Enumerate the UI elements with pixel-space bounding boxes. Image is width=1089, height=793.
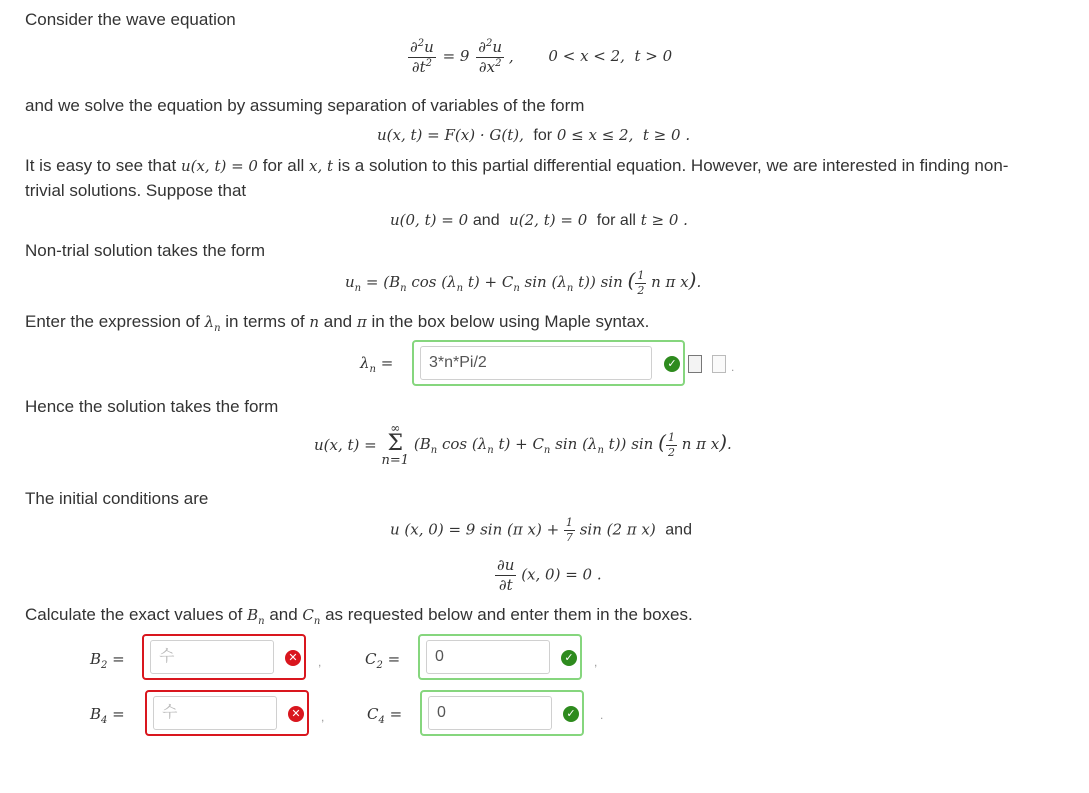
comma: ,: [321, 710, 325, 724]
c4-input[interactable]: [428, 696, 552, 730]
c2-input[interactable]: [426, 640, 550, 674]
intro-text: Consider the wave equation: [25, 10, 236, 29]
preview-document-icon[interactable]: [688, 355, 702, 373]
c2-label: $C_2$ =: [365, 650, 401, 671]
check-circle-icon: ✓: [664, 356, 680, 372]
boundary-conditions: u(0, t) = 0 and u(2, t) = 0 for all t ≥ 0 .: [390, 211, 688, 229]
separator-dot: .: [731, 360, 735, 374]
lambda-answer-box: [412, 340, 685, 386]
lambda-label: $\lambda_n$ =: [360, 354, 394, 375]
b4-answer-box: [145, 690, 309, 736]
b4-input[interactable]: [153, 696, 277, 730]
check-circle-icon: ✓: [563, 706, 579, 722]
lambda-input[interactable]: [420, 346, 652, 380]
series-solution-formula: u(x, t) = ∞ Σ n=1 ($B_n$ $\cos (\lambda_n$ $t) + C_n$ $\sin (\lambda_n$ t)) sin ( $\frac{1}{2}$ n π x).: [314, 421, 732, 468]
comma: ,: [318, 655, 322, 669]
x-circle-icon: ✕: [285, 650, 301, 666]
x-circle-icon: ✕: [288, 706, 304, 722]
initial-conditions-text: The initial conditions are: [25, 489, 209, 508]
initial-condition-u: u (x, 0) = 9 sin (π x) + $\frac{1}{7}$ sin (2 π x) and: [390, 516, 692, 544]
c4-answer-box: [420, 690, 584, 736]
b2-label: $B_2$ =: [90, 650, 125, 671]
initial-condition-ut: $\frac{\partial u}{\partial t}$ (x, 0) = 0 .: [497, 556, 602, 594]
help-document-icon[interactable]: [712, 355, 726, 373]
wave-equation: $\frac{\partial^2u}{\partial t^2}$ = 9 $\frac{\partial^2u}{\partial x^2}$ , 0 < x < 2, t > 0: [410, 38, 673, 76]
period: .: [600, 708, 604, 722]
lambda-instruction: Enter the expression of $\lambda_n$ in terms of n and π in the box below using Maple syntax.: [25, 312, 650, 334]
c2-answer-box: [418, 634, 582, 680]
trivial-solution-text-cont: trivial solutions. Suppose that: [25, 181, 247, 200]
comma: ,: [594, 655, 598, 669]
separation-text: and we solve the equation by assuming separation of variables of the form: [25, 96, 585, 115]
b2-answer-box: [142, 634, 306, 680]
c4-label: $C_4$ =: [367, 705, 403, 726]
solution-form-text: Hence the solution takes the form: [25, 397, 279, 416]
b4-label: $B_4$ =: [90, 705, 125, 726]
trivial-solution-text: It is easy to see that u(x, t) = 0 for all x, t is a solution to this partial differential equation. However, we are interested in finding non-: [25, 156, 1009, 175]
calculate-text: Calculate the exact values of $B_n$ and $C_n$ as requested below and enter them in the boxes.: [25, 605, 693, 627]
b2-input[interactable]: [150, 640, 274, 674]
un-formula: $u_n = (B_n$ $\cos (\lambda_n$ $t) + C_n$ $\sin (\lambda_n$ t)) sin ( $\frac{1}{2}$ n π x).: [345, 268, 702, 297]
non-trivial-text: Non-trial solution takes the form: [25, 241, 265, 260]
check-circle-icon: ✓: [561, 650, 577, 666]
separation-formula: u(x, t) = F(x) · G(t), for 0 ≤ x ≤ 2, t ≥ 0 .: [377, 126, 691, 144]
